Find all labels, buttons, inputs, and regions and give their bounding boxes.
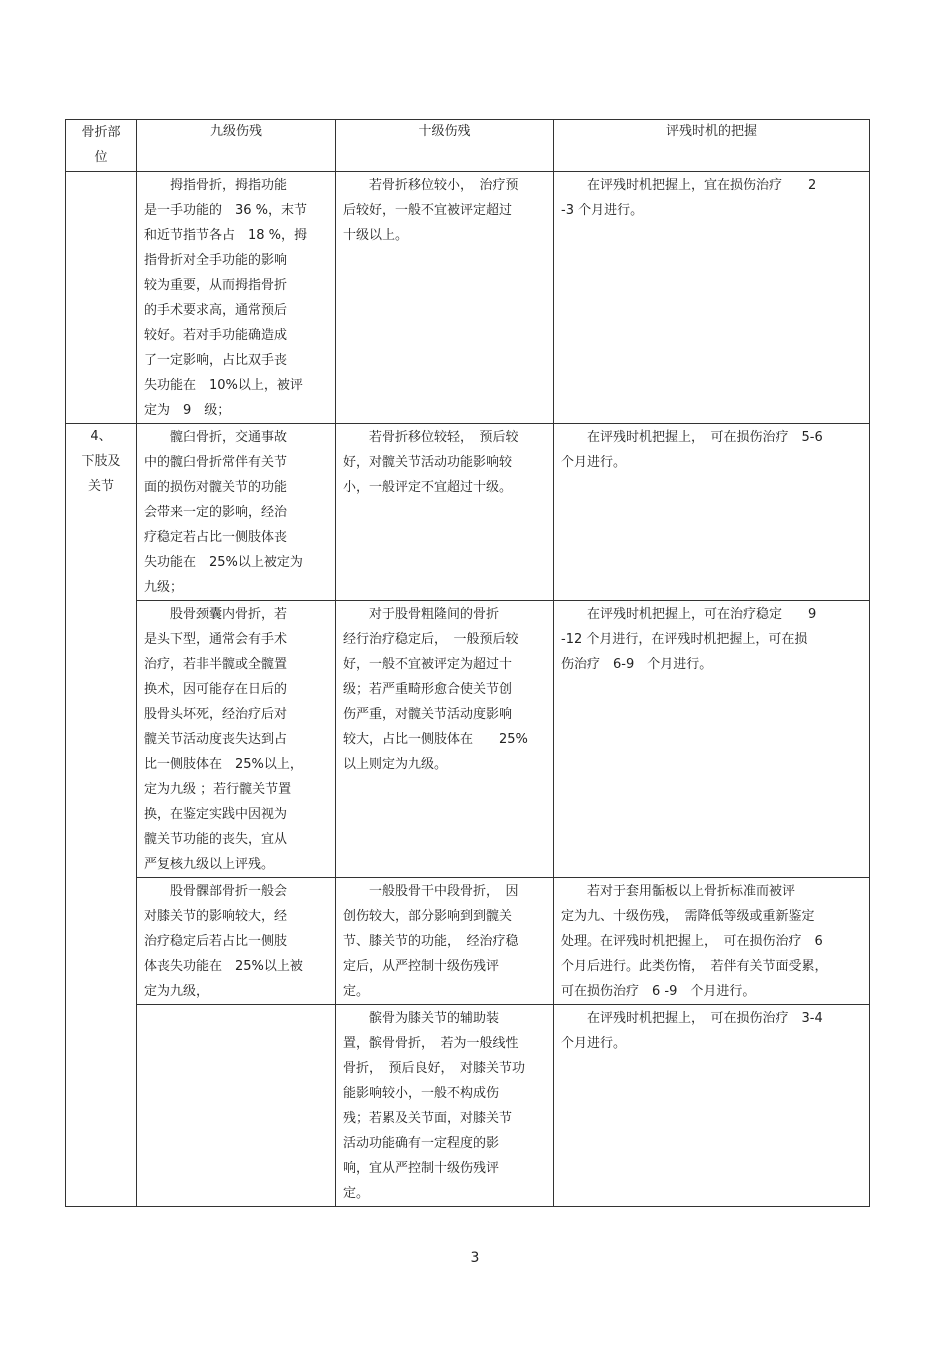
grade-nine-cell: 股骨髁部骨折一般会 对膝关节的影响较大，经 治疗稳定后若占比一侧肢 体丧失功能在 25%以上被 定为九级，: [137, 878, 336, 1005]
grade-ten-cell: 髌骨为膝关节的辅助装 置，髌骨骨折， 若为一般线性 骨折， 预后良好， 对膝关节功 能影响较小，一般不构成伤 残；若累及关节面，对膝关节 活动功能确有一定程度的影 响，宜从严控制十级伤残评 定。: [336, 1005, 554, 1207]
table-row: [66, 601, 870, 878]
header-fracture-site: 骨折部 位: [66, 120, 137, 172]
grade-ten-cell: 一般股骨干中段骨折， 因 创伤较大，部分影响到到髋关 节、膝关节的功能， 经治疗稳 定后，从严控制十级伤残评 定。: [336, 878, 554, 1005]
table-row: [66, 424, 870, 601]
grade-ten-cell: 对于股骨粗隆间的骨折 经行治疗稳定后， 一般预后较 好，一般不宜被评定为超过十 级；若严重畸形愈合使关节创 伤严重，对髋关节活动度影响 较大，占比一侧肢体在 25% 以上则定为九级。: [336, 601, 554, 878]
grade-nine-cell: 髋臼骨折，交通事故 中的髋臼骨折常伴有关节 面的损伤对髋关节的功能 会带来一定的影响，经治 疗稳定若占比一侧肢体丧 失功能在 25%以上被定为 九级；: [137, 424, 336, 601]
header-grade-ten: 十级伤残: [336, 120, 554, 172]
grade-nine-cell: 股骨颈囊内骨折，若 是头下型，通常会有手术 治疗，若非半髋或全髋置 换术，因可能存在日后的 股骨头坏死，经治疗后对 髋关节活动度丧失达到占 比一侧肢体在 25%以上， 定为九级 ；若行髋关节置 换，在鉴定实践中因视为 髋关节功能的丧失，宜从 严复核九级以上评残。: [137, 601, 336, 878]
header-grade-nine: 九级伤残: [137, 120, 336, 172]
site-cell-empty: [66, 172, 137, 424]
page-number: 3: [470, 1250, 480, 1266]
timing-cell: 在评残时机把握上， 可在损伤治疗 5-6 个月进行。: [554, 424, 870, 601]
header-timing: 评残时机的把握: [554, 120, 870, 172]
timing-cell: 若对于套用骺板以上骨折标准而被评 定为九、十级伤残， 需降低等级或重新鉴定 处理。在评残时机把握上， 可在损伤治疗 6 个月后进行。此类伤惰， 若伴有关节面受累， 可在损伤治疗 6 -9 个月进行。: [554, 878, 870, 1005]
timing-cell: 在评残时机把握上，宜在损伤治疗 2 -3 个月进行。: [554, 172, 870, 424]
injury-grading-table: [65, 119, 870, 1207]
table-row: [66, 172, 870, 424]
table-row: [66, 1005, 870, 1207]
grade-ten-cell: 若骨折移位较轻， 预后较 好，对髋关节活动功能影响较 小，一般评定不宜超过十级。: [336, 424, 554, 601]
grade-nine-cell: 拇指骨折，拇指功能 是一手功能的 36 %，末节 和近节指节各占 18 %，拇 指骨折对全手功能的影响 较为重要，从而拇指骨折 的手术要求高，通常预后 较好。若对手功能确造成 了一定影响，占比双手丧 失功能在 10%以上，被评 定为 9 级；: [137, 172, 336, 424]
grade-nine-cell-empty: [137, 1005, 336, 1207]
timing-cell: 在评残时机把握上， 可在损伤治疗 3-4 个月进行。: [554, 1005, 870, 1207]
grade-ten-cell: 若骨折移位较小， 治疗预 后较好，一般不宜被评定超过 十级以上。: [336, 172, 554, 424]
table-row: [66, 878, 870, 1005]
table-header-row: [66, 120, 870, 172]
timing-cell: 在评残时机把握上，可在治疗稳定 9 -12 个月进行，在评残时机把握上，可在损 伤治疗 6-9 个月进行。: [554, 601, 870, 878]
site-cell-lower-limb: 4、 下肢及 关节: [66, 424, 137, 1207]
